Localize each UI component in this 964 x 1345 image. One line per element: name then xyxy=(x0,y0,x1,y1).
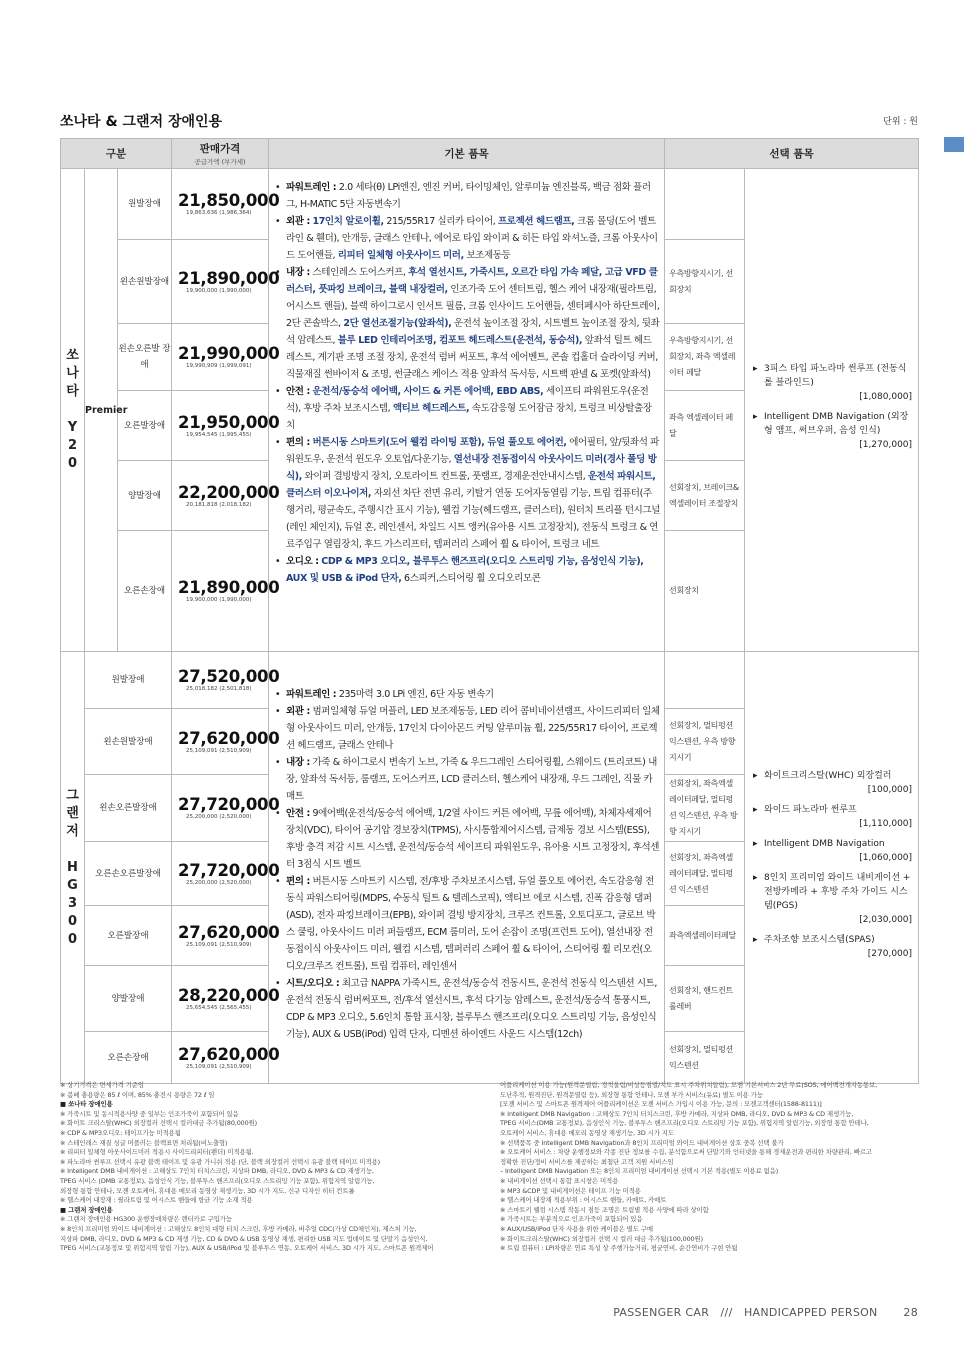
price-cell xyxy=(172,1032,280,1084)
footnote: ※ 화이트크리스탈(WHC) 외장컬러 선택 시 컬러 대금 추가됨(100,000원) xyxy=(500,1234,703,1243)
trim-label: 원발장애 xyxy=(85,652,172,709)
section-tab-marker xyxy=(944,137,964,152)
price-value: 27,620,000 xyxy=(178,728,280,748)
basic-item xyxy=(275,434,660,553)
price-value: 21,890,000 xyxy=(178,268,280,288)
footnote: TPEG 서비스(교통정보 및 위험지역 알림 기능), AUX & USB/iPod 및 블루투스 연동, 오토케어 서비스, 3D 시가 지도, 스마트폰 원격제어 xyxy=(60,1244,434,1253)
trim-option: 선회장치, 멀티펑션 익스텐션 xyxy=(665,1032,745,1084)
trim-label: 왼손오른발장애 xyxy=(85,775,172,842)
basic-item-highlight: CDP & MP3 오디오, 블루투스 핸즈프리(오디오 스트리밍 기능, 음성인식 기능), AUX 및 USB & iPod 단자, xyxy=(286,556,644,584)
price-sub: 25,109,091 (2,510,909) xyxy=(186,941,252,948)
basic-item-text: 앞좌석 틸트 헤드레스트, 계기판 조명 조절 장치, 운전석 럼버 써포트, 후석 에어벤트, 콘솔 컵홀더 슬라이딩 커버, 직물재질 썬바이저 & 조명, 썬글래스 케이스 적용 앞좌석 독서등, 시트백 판넬 & 포켓(앞좌석) xyxy=(286,335,658,380)
price-value: 21,950,000 xyxy=(178,412,280,432)
basic-item-label: 외관 : xyxy=(286,216,310,227)
basic-item-highlight: 리피터 일체형 아웃사이드 미러, xyxy=(337,250,464,261)
basic-item xyxy=(275,873,660,975)
trim-label: 양발장애 xyxy=(85,966,172,1032)
price-cell xyxy=(172,842,280,906)
price-value: 21,990,000 xyxy=(178,344,280,363)
basic-item-highlight: 블루 LED 인테리어조명, 컴포트 헤드레스트(운전석, 동승석), xyxy=(337,335,583,346)
basic-item xyxy=(275,179,660,213)
footnote: ※ 헬스케어 내장재 적용부위 : 어시스트 핸들, 카매트, 카매트 xyxy=(500,1196,667,1205)
model-char: 타 xyxy=(66,384,79,399)
option-price: [1,270,000] xyxy=(859,440,913,450)
trim-label: 왼손원발장애 xyxy=(118,240,172,324)
price-sub: 20,181,818 (2,018,182) xyxy=(186,501,252,508)
table-row xyxy=(61,169,919,240)
basic-item-label: 편의 : xyxy=(286,437,310,448)
footnote: 오토케어 서비스, 휴대용 메모리 동영상 재생기능, 3D 시가 지도 xyxy=(500,1128,674,1137)
price-value: 27,720,000 xyxy=(178,795,280,814)
price-sub: 25,654,545 (2,565,455) xyxy=(186,1004,252,1011)
footnote: ※ 가죽시트 및 동시적용사양 중 일부는 인조가죽이 포함되어 있음 xyxy=(60,1109,239,1118)
footnotes-left xyxy=(60,1081,500,1254)
footer-label: PASSENGER CAR /// HANDICAPPED PERSON xyxy=(613,1306,878,1319)
option-item: ▸ Intelligent DMB Navigation xyxy=(753,837,912,851)
footnote: ※ 그랜저 장애인용 HG300 운행장애차량은 렌터카로 구입가능 xyxy=(60,1215,232,1224)
trim-option: 선회장치, 핸드컨트롤레버 xyxy=(665,966,745,1032)
basic-item-text: 버튼시동 스마트키 시스템, 전/후방 주차보조시스템, 듀얼 풀오토 에어컨, 속도감응형 전동식 파워스티어링(MDPS, 수동식 틸트 & 텔레스코픽), 액티브 에코 시스템, 진폭 감응형 댐퍼(ASD), 전자 파킹브레이크(EPB), 와이퍼 결빙 방지장치, 크루즈 컨트롤, 오토디포그, 글로브 박스 쿨링, 아웃사이드 미러 퍼들램프, ECM 룸미러, 도어 손잡이 조명(프런트 도어), 열선내장 전동접이식 아웃사이드 미러, 웰컴 시스템, 템퍼러리 스페어 휠 & 타이어, 스티어링 휠 리모컨(오디오/크루즈 컨트롤), 트립 컴퓨터, 레인센서 xyxy=(286,876,656,972)
price-value: 21,850,000 xyxy=(178,191,280,210)
basic-item-text: 가죽 & 하이그로시 변속기 노브, 가죽 & 우드그레인 스티어링휠, 스웨이드 (트리코트) 내장, 앞좌석 독서등, 룸램프, 도어스커프, LCD 클러스터, 헬스케어 내장재, 우드 그레인, 직물 카매트 xyxy=(286,757,657,802)
footnote: ※ 트립 컴퓨터 : LPi차량은 연료 특성 상 주행가능거리, 평균연비, 순간연비가 구현 안됨 xyxy=(500,1244,738,1253)
trim-option: 좌측엑셀레이터페달 xyxy=(665,906,745,966)
basic-item-text: 에어필터, 앞/뒷좌석 파워윈도우, 운전석 윈도우 오토업/다운기능, xyxy=(286,437,659,465)
option-price: [270,000] xyxy=(867,948,913,959)
basic-item-text: 보조제동등 xyxy=(466,250,511,261)
basic-item-text: 운전석 높이조절 장치, 시트벨트 높이조절 장치, 뒷좌석 암레스트, xyxy=(286,318,660,346)
price-sub: 25,109,091 (2,510,909) xyxy=(186,747,252,754)
grade-premier: Premier xyxy=(85,169,118,652)
basic-item-label: 파워트레인 : xyxy=(286,182,337,193)
price-cell xyxy=(172,391,280,461)
header-price-sub: 공급가액 (부가세) xyxy=(194,158,246,166)
header-category: 구분 xyxy=(61,139,172,169)
basic-item-text: 와이퍼 결빙방지 장치, 오토라이트 컨트롤, 풋램프, 경제운전안내시스템, xyxy=(304,471,586,482)
model-char: Y xyxy=(67,420,78,435)
selectable-options-grandeur xyxy=(745,652,919,1084)
basic-item-text: 235마력 3.0 LPi 엔진, 6단 자동 변속기 xyxy=(338,689,494,700)
trim-label: 오른손오른발장애 xyxy=(85,842,172,906)
trim-label: 왼손원발장애 xyxy=(85,709,172,775)
footnote: TPEG 서비스(DMB 교통정보), 음성인식 기능, 블루투스 핸즈프리(오디오 스트리밍 기능 포함), 위험지역 알림기능, 외장형 통합 안테나, xyxy=(500,1119,869,1128)
footnote: ※ 내비게이션 선택시 통합 표시창은 미적용 xyxy=(500,1176,619,1185)
price-value: 21,890,000 xyxy=(178,578,280,597)
footnotes-right xyxy=(500,1081,920,1254)
footnote: ※ 상기가격은 면세가격 기준임 xyxy=(60,1081,144,1089)
basic-item-label: 안전 : xyxy=(286,808,310,819)
model-char: 나 xyxy=(66,366,79,381)
price-sub: 19,954,545 (1,995,455) xyxy=(186,431,252,438)
option-price: [100,000] xyxy=(867,784,913,795)
footnote: ※ 리피터 일체형 아웃사이드미러 적용시 사이드리피터(펜더) 미적용됨. xyxy=(60,1148,254,1157)
model-char: 0 xyxy=(67,931,78,947)
basic-item-text: 215/55R17 실리카 타이어, xyxy=(386,216,496,227)
basic-item-highlight: 운전석/동승석 에어백, 사이드 & 커튼 에어백, EBD ABS, xyxy=(312,386,544,397)
basic-item-label: 내장 : xyxy=(286,757,310,768)
unit-label: 단위 : 원 xyxy=(883,117,918,127)
footnote: ※ 스마트키 웰컴 시스템 작동시 점등 조명은 트림별 적용 사양에 따라 상이함 xyxy=(500,1205,709,1214)
price-sub: 25,109,091 (2,510,909) xyxy=(186,1063,252,1070)
option-item: ▸ 와이드 파노라마 썬루프 xyxy=(753,803,912,817)
basic-item-highlight: 17인치 알로이휠, xyxy=(312,216,384,227)
footnote: [모젠 서비스 및 스마트폰 원격제어 어플리케이션은 모젠 서비스 가입시 이용 가능, 문의 : 모젠고객센터(1588-8111)] xyxy=(500,1100,822,1109)
footnote: TPEG 서비스 (DMB 교통정보), 음성인식 기능, 블루투스 핸즈프리(오디오 스트리밍 기능 포함), 위험지역 알림기능, xyxy=(60,1176,375,1185)
price-sub: 25,018,182 (2,501,818) xyxy=(186,686,252,692)
price-cell xyxy=(172,709,280,775)
price-cell xyxy=(172,324,280,391)
price-cell xyxy=(172,652,280,709)
price-cell xyxy=(172,461,280,531)
trim-option: 선회장치, 멀티펑션 익스텐션, 우측 방향 지시기 xyxy=(665,709,745,775)
price-sub: 25,200,000 (2,520,000) xyxy=(186,814,252,820)
trim-option: 우측방향지시기, 선회장치, 좌측 엑셀레이터 페달 xyxy=(665,324,745,391)
basic-item xyxy=(275,553,660,587)
basic-item-label: 파워트레인 : xyxy=(286,689,337,700)
basic-item-highlight: 2단 열선조절기능(앞좌석), xyxy=(343,318,452,329)
model-char: 2 xyxy=(67,438,78,453)
basic-items-grandeur xyxy=(269,652,665,1084)
footnote: ※ 오토케어 서비스 : 차량 운행정보와 각종 진단 정보를 수집, 분석함으로써 단말기와 인터넷을 통해 경제운전과 편리한 차량관리, 빠르고 xyxy=(500,1148,872,1157)
price-value: 27,620,000 xyxy=(178,922,280,942)
header-basic: 기본 품목 xyxy=(269,139,665,169)
model-char: 랜 xyxy=(66,805,79,821)
trim-option: 우측방향지시기, 선회장치 xyxy=(665,240,745,324)
option-price: [1,110,000] xyxy=(859,818,913,829)
footnote: 지상파 DMB, 라디오, DVD & MP3 & CD 재생 기능, CD & DVD & USB 동영상 재생, 편리한 USB 지도 업데이트 및 단말기 음성인식, xyxy=(60,1234,428,1243)
price-cell xyxy=(172,169,280,240)
basic-item xyxy=(275,213,660,264)
basic-item-text: 인조가죽 도어 센터트림, 헬스 케어 내장재(필라트림, 어시스트 핸들), 블랙 하이그로시 인서트 필름, 크롬 인사이드 도어핸들, 센터페시아 하단트레이, 2단 콘솔박스, xyxy=(286,284,660,329)
model-char: 저 xyxy=(66,823,79,839)
model-char: H xyxy=(67,859,78,875)
basic-item-text: 6스피커,스티어링 휠 오디오리모콘 xyxy=(404,573,541,584)
basic-item-label: 내장 : xyxy=(286,267,310,278)
trim-option xyxy=(665,652,745,709)
model-char: G xyxy=(67,877,78,893)
price-cell xyxy=(172,966,280,1032)
price-cell xyxy=(172,906,280,966)
basic-item-label: 편의 : xyxy=(286,876,310,887)
trim-option: 선회장치, 좌측엑셀레이터페달, 멀티펑션 익스텐션, 우측 방향 지시기 xyxy=(665,775,745,842)
basic-item xyxy=(275,805,660,873)
footnote: ※ AUX/USB/iPod 단자 사용을 위한 케이블은 별도 구매 xyxy=(500,1224,653,1233)
basic-item-label: 안전 : xyxy=(286,386,310,397)
price-sub: 25,200,000 (2,520,000) xyxy=(186,879,252,886)
price-value: 28,220,000 xyxy=(178,985,280,1005)
basic-item-highlight: 프로젝션 헤드램프, xyxy=(498,216,575,227)
page-footer xyxy=(613,1306,918,1319)
selectable-options-sonata xyxy=(745,169,919,652)
basic-item-highlight: 버튼시동 스마트키(도어 웰컴 라이팅 포함), 듀얼 풀오토 에어컨, xyxy=(312,437,567,448)
option-item: ▸ 3피스 타입 파노라마 썬루프 (전동식 롤 블라인드) xyxy=(753,362,912,390)
option-item: ▸ Intelligent DMB Navigation (외장형 앰프, 써브우퍼, 음성 인식) xyxy=(753,410,912,438)
basic-item-text: 자외선 차단 전면 유리, 키탈거 연동 도어자동열림 기능, 트립 컴퓨터(주행거리, 평균속도, 주행시간 표시 기능), 웰컴 기능(헤드램프, 클러스터), 원터치 트리플 턴시그널(레인 체인지), 듀얼 혼, 레인센서, 차일드 시트 앵커(유아용 시트 고정장치), 전동식 트렁크 & 연료주입구 열림장치, 후드 가스리프터, 템퍼러리 스페어 휠 & 타이어, 트렁크 네트 xyxy=(286,488,660,550)
basic-item-highlight: 액티브 헤드레스트, xyxy=(392,403,470,414)
price-cell xyxy=(172,531,280,652)
footnote: ※ 파노라마 썬루프 선택시 유광 블랙 테이프 및 유광 가니쉬 적용 (단, 블랙 외장컬러 선택시 유광 블랙 테이프 미적용) xyxy=(60,1157,381,1166)
basic-item xyxy=(275,383,660,434)
trim-label: 오른손장애 xyxy=(118,531,172,652)
footnote: 도난추적, 원격진단, 원격문열림 등), 외장형 통합 안테나, 모젠 부가 서비스(유료) 별도 이용 가능 xyxy=(500,1090,763,1099)
price-cell xyxy=(172,775,280,842)
basic-item xyxy=(275,264,660,383)
basic-item-text: 최고급 NAPPA 가죽시트, 운전석/동승석 전동시트, 운전석 전동식 익스텐션 시트, 운전석 전동식 럼버써포트, 전/후석 열선시트, 후석 다기능 암레스트, 운전석/동승석 통풍시트, CDP & MP3 오디오, 5.6인치 통합 표시창, 블루투스 핸즈프리(오디오 스트리밍 기능, 음성인식 기능), AUX & USB(iPod) 입력 단자, 디멘션 하이엔드 사운드 시스템(12ch) xyxy=(286,978,658,1040)
price-value: 22,200,000 xyxy=(178,482,280,502)
header-option: 선택 품목 xyxy=(665,139,919,169)
footnote: 정확한 진단/정비 서비스를 제공하는 최첨단 고객 지원 서비스임 xyxy=(500,1157,674,1166)
basic-item-text: 9에어백(운전석/동승석 에어백, 1/2열 사이드 커튼 에어백, 무릎 에어백), 차체자세제어장치(VDC), 타이어 공기압 경보장치(TPMS), 사시통합제어시스템, 급제동 경보 시스템(ESS), 후방 충격 저감 시트 시스템, 운전석/동승석 세이프티 파워윈도우, 유아용 시트 고정장치, 후석센터 3점식 시트 벨트 xyxy=(286,808,660,870)
footnote: ※ MP3 &CDP 및 내비게이션은 테이프 기능 미적용 xyxy=(500,1186,641,1195)
footnote: ※ 봄베 충용량은 85 ℓ 이며, 85% 충전시 용량은 72 ℓ 임 xyxy=(60,1090,215,1099)
footnote-heading: ■ 그랜저 장애인용 xyxy=(60,1205,113,1214)
footnote: ※ 선택품목 중 Intelligent DMB Navigation과 8인치 프리미엄 와이드 내비게이션 상호 중복 선택 불가 xyxy=(500,1138,784,1147)
trim-option: 선회장치, 좌측엑셀레이터페달, 멀티펑션 익스텐션 xyxy=(665,842,745,906)
trim-label: 오른손장애 xyxy=(85,1032,172,1084)
trim-label: 양발장애 xyxy=(118,461,172,531)
option-price: [1,060,000] xyxy=(859,852,913,863)
footnote: ※ 8인치 프리미엄 와이드 내비게이션 : 고해상도 8인치 대형 터치 스크린, 후방 카메라, 버추얼 CDC(가상 CD체인저), 제스처 기능, xyxy=(60,1224,417,1233)
model-char: 0 xyxy=(67,456,78,471)
footnote: – Intelligent DMB Navigation 또는 8인치 프리미엄 내비게이션 선택시 기본 적용(별도 이용료 없음) xyxy=(500,1167,779,1176)
price-cell xyxy=(172,240,280,324)
basic-item-text: 크롬 몰딩(도어 벨트라인 & 휀더), 안개등, 글래스 안테나, 에어로 타입 와이퍼 & 히든 타입 와셔노즐, 크롬 아웃사이드 도어핸들, xyxy=(286,216,658,261)
price-value: 27,520,000 xyxy=(178,667,280,686)
price-sub: 19,863,636 (1,986,364) xyxy=(186,210,252,216)
trim-label: 원발장애 xyxy=(118,169,172,240)
footnote: 어플리케이션 이용 가능(원격문열림, 경적울림/비상등점멸/지도 표시 주차위치알림), 모젠 기본서비스 2년 무료(SOS, 에어백전개자동통보, xyxy=(500,1081,878,1089)
option-price: [2,030,000] xyxy=(859,914,913,925)
trim-option xyxy=(665,169,745,240)
table-row xyxy=(61,652,919,709)
footnote: 외장형 통합 안테나, 모젠 오토케어, 휴대용 메모리 동영상 재생기능, 3D 시가 지도, 신규 디자인 히터 컨트롤 xyxy=(60,1186,355,1195)
price-sub: 19,900,000 (1,990,000) xyxy=(186,597,252,603)
price-value: 27,720,000 xyxy=(178,860,280,880)
option-item: ▸ 8인치 프리미엄 와이드 내비게이션 + 전방카메라 + 후방 주차 가이드 시스템(PGS) xyxy=(753,871,912,913)
header-price xyxy=(172,139,269,169)
header-price-label: 판매가격 xyxy=(199,143,241,155)
price-sub: 19,900,000 (1,990,000) xyxy=(186,287,252,294)
model-sonata xyxy=(61,169,85,652)
basic-item-text: 스테인레스 도어스커프, xyxy=(312,267,406,278)
basic-item xyxy=(275,754,660,805)
table-header-row xyxy=(61,139,919,169)
basic-item-text: 속도감응형 도어잠금 장치, 트렁크 비상탈출장치 xyxy=(286,403,652,431)
basic-item-label: 외관 : xyxy=(286,706,310,717)
model-grandeur xyxy=(61,652,85,1084)
option-item: ▸ 화이트크리스탈(WHC) 외장컬러 xyxy=(753,769,912,783)
basic-item-highlight: 열선내장 전동접이식 아웃사이드 미러(경사 폴딩 방식), xyxy=(286,454,657,482)
trim-label: 오른발장애 xyxy=(85,906,172,966)
price-table xyxy=(60,138,919,1084)
footnote: ※ Intelligent DMB 내비게이션 : 고해상도 7인치 터치스크린, 지상파 DMB, 라디오, DVD & MP3 & CD 재생기능, xyxy=(60,1167,374,1176)
option-item: ▸ 주차조향 보조시스템(SPAS) xyxy=(753,933,912,947)
footnote: ※ 화이트 크리스탈(WHC) 외장컬러 선택시 컬러대금 추가됨(80,000원) xyxy=(60,1119,258,1128)
basic-item-text: 범퍼일체형 듀얼 머플러, LED 보조제동등, LED 리어 콤비네이션램프, 사이드리피터 일체형 아웃사이드 미러, 안개등, 17인치 다이아몬드 커팅 알루미늄 휠, 225/55R17 타이어, 프로젝션 헤드램프, 글래스 안테나 xyxy=(286,706,660,751)
footnote: ※ 헬스케어 내장재 : 필라트림 및 어시스트 핸들에 항균 기능 소재 적용 xyxy=(60,1196,253,1205)
basic-item xyxy=(275,975,660,1043)
price-value: 27,620,000 xyxy=(178,1044,280,1064)
trim-option: 선회장치 xyxy=(665,531,745,652)
model-char: 그 xyxy=(66,787,79,803)
trim-label: 오른발장애 xyxy=(118,391,172,461)
basic-item-text: 2.0 세타(θ) LPi엔진, 엔진 커버, 타이밍체인, 알루미늄 엔진블록, 백금 점화 플러그, H-MATIC 5단 자동변속기 xyxy=(286,182,651,210)
model-char: 쏘 xyxy=(66,348,79,363)
option-price: [1,080,000] xyxy=(859,392,913,402)
footnote: ※ 스테인레스 재질 싱글 머플러는 블랙표면 처리됨(비노출형) xyxy=(60,1138,228,1147)
basic-item-label: 오디오 : xyxy=(286,556,319,567)
page-number: 28 xyxy=(903,1306,918,1319)
footnote: ※ Intelligent DMB Navigation : 고해상도 7인치 터치스크린, 후방 카메라, 지상파 DMB, 라디오, DVD & MP3 & CD 재생기능, xyxy=(500,1109,854,1118)
basic-item-label: 시트/오디오 : xyxy=(286,978,340,989)
model-char: 0 xyxy=(67,913,78,929)
basic-item xyxy=(275,703,660,754)
basic-item xyxy=(275,686,660,703)
basic-item-text: 세이프티 파워윈도우(운전석), 후방 주차 보조시스템, xyxy=(286,386,649,414)
footnote: ※ 가죽시트는 부분적으로 인조가죽이 포함되어 있음 xyxy=(500,1215,643,1224)
trim-option: 좌측 엑셀레이터 페달 xyxy=(665,391,745,461)
footnote-heading: ■ 쏘나타 장애인용 xyxy=(60,1100,113,1109)
basic-items-sonata xyxy=(269,169,665,652)
basic-item-highlight: 운전석 파워시트, 클러스터 이오나이저, xyxy=(286,471,656,499)
trim-option: 선회장치, 브레이크&엑셀레이터 조절장치 xyxy=(665,461,745,531)
footnote: ※ CDP & MP3오디오: 테이프기능 미적용됨 xyxy=(60,1128,181,1137)
page-title: 쏘나타 & 그랜저 장애인용 xyxy=(60,114,223,130)
model-char: 3 xyxy=(67,895,78,911)
price-sub: 19,990,909 (1,999,091) xyxy=(186,363,252,369)
basic-item-highlight: 후석 열선시트, 가죽시트, 오르간 타입 가속 페달, 고급 VFD 클러스터, 풋파킹 브레이크, 블랙 내장컬러, xyxy=(286,267,658,295)
trim-label: 왼손오른발 장애 xyxy=(118,324,172,391)
